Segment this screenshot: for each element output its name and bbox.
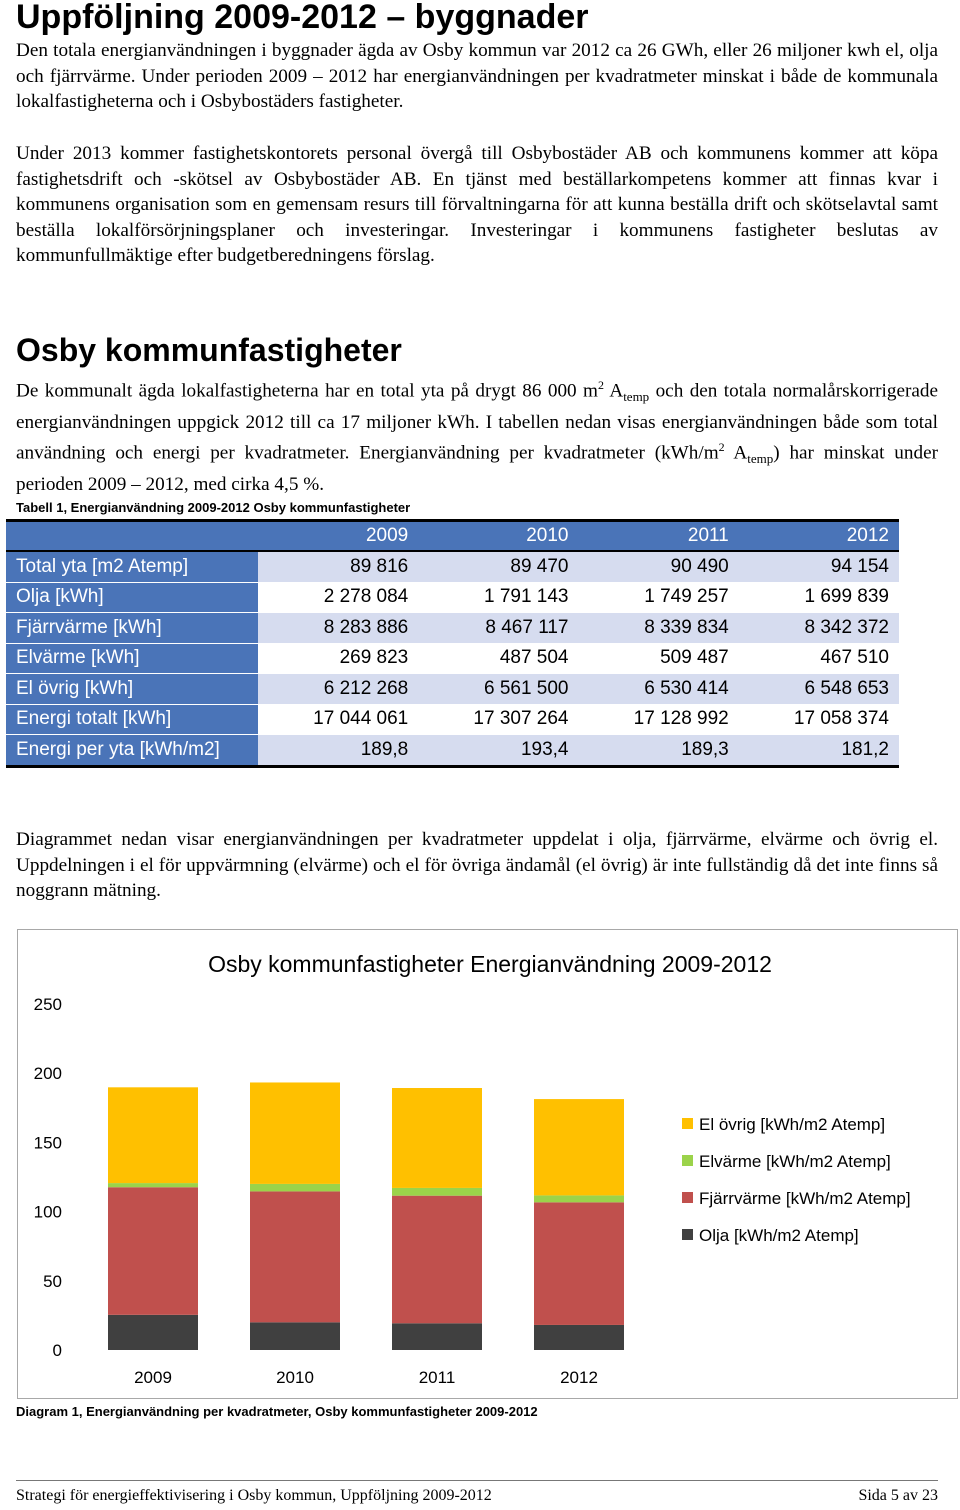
table-year-header: 2010	[418, 521, 578, 552]
table-cell: 269 823	[258, 643, 418, 674]
y-tick-label: 0	[52, 1341, 62, 1360]
table-row	[6, 735, 899, 767]
table-caption: Tabell 1, Energianvändning 2009-2012 Osby kommunfastigheter	[16, 500, 411, 515]
table-year-header: 2012	[739, 521, 899, 552]
legend-swatch	[682, 1229, 693, 1240]
bar-segment	[108, 1315, 198, 1350]
table-cell: 1 699 839	[739, 582, 899, 613]
legend-label: El övrig [kWh/m2 Atemp]	[699, 1115, 886, 1134]
chart-intro-paragraph: Diagrammet nedan visar energianvändningen per kvadratmeter uppdelat i olja, fjärrvärme, elvärme och övrig el. Uppdelningen i el för uppvärmning (elvärme) och el för övriga ändamål (el övrig) är inte fullständig då det inte finns så noggrann mätning.	[16, 829, 938, 902]
organisation-text-a: Under 2013 kommer fastighetskontorets personal övergå till Osbybostäder AB och kommunens kommer att köpa fastighetsdrift och -skötsel av Osbybostäder AB.	[16, 143, 938, 190]
para3-sub-1: temp	[623, 389, 650, 405]
bar-segment	[534, 1325, 624, 1350]
row-label: Total yta [m2 Atemp]	[6, 551, 258, 582]
para3-sup-2: 2	[718, 440, 725, 455]
bar-segment	[250, 1184, 340, 1191]
y-tick-label: 100	[33, 1202, 62, 1222]
legend-swatch	[682, 1155, 693, 1166]
y-tick-label: 50	[43, 1271, 62, 1291]
bar-segment	[108, 1187, 198, 1315]
para3-text-1: De kommunalt ägda lokalfastigheterna har en total yta på drygt 86 000 m	[16, 380, 598, 402]
table-row	[6, 674, 899, 705]
bar-segment	[392, 1196, 482, 1324]
legend-label: Fjärrvärme [kWh/m2 Atemp]	[699, 1189, 911, 1208]
table-cell: 6 530 414	[579, 674, 739, 705]
row-label: El övrig [kWh]	[6, 674, 258, 705]
table-cell: 189,8	[258, 735, 418, 767]
energy-table	[6, 519, 899, 768]
table-year-header: 2009	[258, 521, 418, 552]
properties-paragraph	[16, 373, 938, 498]
table-row	[6, 704, 899, 735]
x-tick-label: 2011	[418, 1368, 456, 1387]
table-cell: 181,2	[739, 735, 899, 767]
y-tick-label: 200	[33, 1064, 62, 1084]
para3-text-7: ) har minskat under perioden 2009 – 2012, med cirka 4,5 %.	[16, 442, 938, 496]
table-corner-cell	[6, 521, 258, 552]
table-cell: 90 490	[579, 551, 739, 582]
para3-sup-1: 2	[597, 378, 604, 392]
footer-page-number: Sida 5 av 23	[858, 1487, 938, 1504]
para3-text-3: och den totala normalårskorrigerade energianvändningen uppgick 2012 till ca 17 miljoner kWh.	[16, 380, 938, 433]
bar-segment	[392, 1188, 482, 1196]
table-cell: 89 470	[418, 551, 578, 582]
table-cell: 17 058 374	[739, 704, 899, 735]
table-header-row	[6, 521, 899, 552]
table-cell: 89 816	[258, 551, 418, 582]
para3-text-6: A	[724, 442, 748, 464]
bar-segment	[534, 1195, 624, 1202]
bar-segment	[534, 1099, 624, 1195]
y-tick-label: 250	[33, 995, 62, 1014]
table-cell: 189,3	[579, 735, 739, 767]
chart-title: Osby kommunfastigheter Energianvändning 2009-2012	[208, 951, 772, 977]
table-cell: 467 510	[739, 643, 899, 674]
row-label: Fjärrvärme [kWh]	[6, 613, 258, 644]
footer-document-title: Strategi för energieffektivisering i Osby kommun, Uppföljning 2009-2012	[16, 1487, 492, 1504]
table-year-header: 2011	[579, 521, 739, 552]
chart-frame	[17, 929, 958, 1399]
table-cell: 8 342 372	[739, 613, 899, 644]
page-heading: Uppföljning 2009-2012 – byggnader	[16, 0, 589, 36]
bar-segment	[250, 1191, 340, 1322]
table-cell: 6 212 268	[258, 674, 418, 705]
table-cell: 1 791 143	[418, 582, 578, 613]
legend-swatch	[682, 1118, 693, 1129]
table-row	[6, 582, 899, 613]
table-cell: 8 283 886	[258, 613, 418, 644]
bar-segment	[534, 1202, 624, 1325]
table-cell: 17 307 264	[418, 704, 578, 735]
bar-segment	[392, 1323, 482, 1350]
intro-paragraph: Den totala energianvändningen i byggnader ägda av Osby kommun var 2012 ca 26 GWh, eller 26 miljoner kwh el, olja och fjärrvärme. Under perioden 2009 – 2012 har energianvändningen per kvadratmeter minskat i både de kommunala lokalfastigheterna och i Osbybostäders fastigheter.	[16, 40, 938, 113]
table-row	[6, 613, 899, 644]
table-cell: 17 044 061	[258, 704, 418, 735]
table-cell: 17 128 992	[579, 704, 739, 735]
legend-swatch	[682, 1192, 693, 1203]
table-cell: 1 749 257	[579, 582, 739, 613]
para3-text-5: Energianvändning per kvadratmeter (kWh/m	[349, 442, 719, 464]
legend-label: Olja [kWh/m2 Atemp]	[699, 1226, 859, 1245]
para3-text-4: I tabellen nedan visas energianvändningen både som total användning och energi per kvadratmeter.	[16, 411, 938, 464]
table-cell: 6 561 500	[418, 674, 578, 705]
table-cell: 509 487	[579, 643, 739, 674]
bar-segment	[250, 1322, 340, 1350]
table-cell: 2 278 084	[258, 582, 418, 613]
table-cell: 487 504	[418, 643, 578, 674]
table-cell: 6 548 653	[739, 674, 899, 705]
chart-caption: Diagram 1, Energianvändning per kvadratmeter, Osby kommunfastigheter 2009-2012	[16, 1404, 538, 1419]
row-label: Olja [kWh]	[6, 582, 258, 613]
legend-label: Elvärme [kWh/m2 Atemp]	[699, 1152, 891, 1171]
table-row	[6, 551, 899, 582]
row-label: Elvärme [kWh]	[6, 643, 258, 674]
energy-chart	[18, 930, 957, 1398]
organisation-paragraph	[16, 141, 938, 269]
para3-text-2: A	[603, 380, 624, 402]
row-label: Energi per yta [kWh/m2]	[6, 735, 258, 767]
para3-sub-2: temp	[747, 451, 774, 467]
row-label: Energi totalt [kWh]	[6, 704, 258, 735]
table-cell: 193,4	[418, 735, 578, 767]
table-cell: 8 339 834	[579, 613, 739, 644]
table-cell: 8 467 117	[418, 613, 578, 644]
table-row	[6, 643, 899, 674]
y-tick-label: 150	[33, 1133, 62, 1153]
x-tick-label: 2012	[560, 1368, 598, 1387]
bar-segment	[392, 1088, 482, 1188]
bar-segment	[108, 1087, 198, 1183]
organisation-text-b: En tjänst med beställarkompetens kommer att finnas kvar i kommunens organisation som en gemensam resurs till förvaltningarna för att kunna beställa drift och skötselavtal samt beställa lokalförsörjningsplaner och investeringar. Investeringar i kommunens fastigheter beslutas av kommunfullmäktige efter budgetberedningens förslag.	[16, 168, 938, 267]
x-tick-label: 2009	[134, 1368, 172, 1387]
x-tick-label: 2010	[276, 1368, 314, 1387]
table-cell: 94 154	[739, 551, 899, 582]
section-heading: Osby kommunfastigheter	[16, 332, 402, 368]
bar-segment	[108, 1183, 198, 1187]
footer-divider	[16, 1480, 938, 1481]
bar-segment	[250, 1082, 340, 1183]
